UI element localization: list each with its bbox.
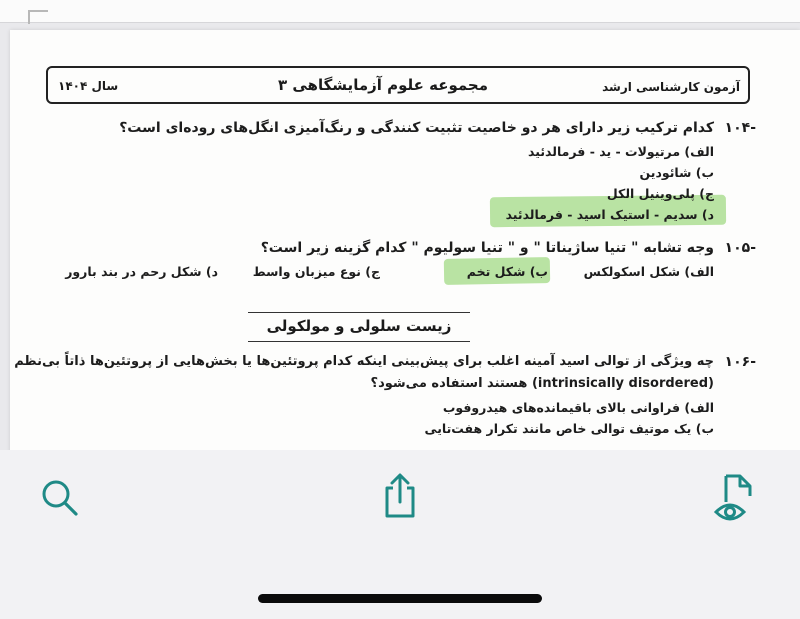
- search-button[interactable]: [32, 470, 88, 526]
- q104-option-c: ج) پلی‌وینیل الکل: [606, 186, 714, 201]
- exam-subject-title: مجموعه علوم آزمایشگاهی ۳: [277, 76, 488, 94]
- page-corner-mark: [28, 10, 48, 24]
- exam-year-label: سال ۱۴۰۴: [58, 79, 119, 93]
- exam-level-label: آزمون کارشناسی ارشد: [602, 80, 740, 94]
- q105-option-b: ب) شکل تخم: [466, 264, 548, 279]
- q104-option-a: الف) مرتیولات - ید - فرمالدئید: [528, 144, 714, 159]
- question-106-text-line2: (intrinsically disordered) هستند استفاده می‌شود؟: [370, 376, 714, 391]
- question-104-text: کدام ترکیب زیر دارای هر دو خاصیت تثبیت کنندگی و رنگ‌آمیزی انگل‌های روده‌ای است؟: [119, 120, 714, 136]
- question-106-number: -۱۰۶: [724, 354, 756, 370]
- home-indicator[interactable]: [258, 594, 542, 603]
- question-105-number: -۱۰۵: [724, 240, 756, 256]
- share-button[interactable]: [372, 468, 428, 524]
- q105-option-a: الف) شکل اسکولکس: [583, 264, 714, 279]
- question-105-text: وجه تشابه " تنیا ساژیناتا " و " تنیا سولیوم " کدام گزینه زیر است؟: [260, 240, 714, 256]
- q105-option-c: ج) نوع میزبان واسط: [252, 264, 380, 279]
- section-title: زیست سلولی و مولکولی: [248, 312, 470, 342]
- previous-page-edge: [0, 0, 800, 23]
- question-104-number: -۱۰۴: [724, 120, 756, 136]
- q104-option-b: ب) شائودین: [639, 165, 714, 180]
- q106-option-a: الف) فراوانی بالای باقیمانده‌های هیدروفوب: [442, 400, 714, 415]
- document-preview-button[interactable]: [708, 470, 764, 526]
- exam-header: [46, 66, 750, 104]
- share-icon: [378, 472, 422, 520]
- q105-option-d: د) شکل رحم در بند بارور: [65, 264, 218, 279]
- document-preview-icon: [712, 472, 760, 524]
- search-icon: [38, 476, 82, 520]
- question-106-text-line1: چه ویژگی از توالی اسید آمینه اغلب برای پیش‌بینی اینکه کدام پروتئین‌ها یا بخش‌هایی از پروتئین‌ها ذاتاً بی‌نظم: [14, 354, 714, 369]
- q104-option-d: د) سدیم - استیک اسید - فرمالدئید: [505, 207, 714, 222]
- q106-option-b: ب) یک موتیف توالی خاص مانند تکرار هفت‌تایی: [424, 421, 714, 436]
